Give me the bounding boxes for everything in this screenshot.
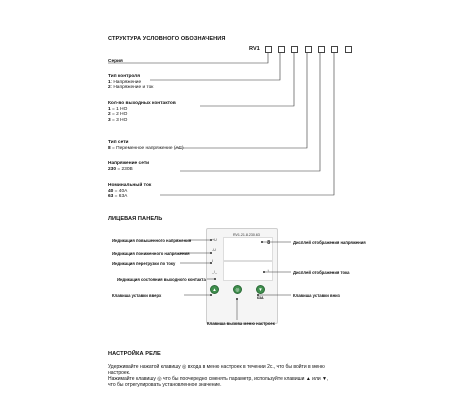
current-opt1: 40 = 40А bbox=[108, 188, 128, 194]
label-contact-state: Индикация состояния выходного контакта bbox=[117, 277, 206, 282]
led-overload: I bbox=[212, 259, 213, 263]
triangle-up-icon: ▲ bbox=[212, 287, 217, 292]
led-undervoltage: -U bbox=[212, 248, 216, 252]
settings-instructions bbox=[108, 364, 378, 388]
label-menu-button: Клавиша вызова меню настроек bbox=[207, 321, 275, 326]
contacts-opt2: 2 = 2 НО bbox=[108, 112, 128, 118]
control-type-opt2: 2: Напряжение и ток bbox=[108, 85, 154, 91]
voltage-opt1: 230 = 230В bbox=[108, 166, 133, 172]
rating-label: 63A bbox=[257, 296, 264, 300]
contacts-opt3: 3 = 3 НО bbox=[108, 117, 128, 123]
led-overvoltage: +U bbox=[212, 238, 217, 242]
control-type-opt1: 1: Напряжение bbox=[108, 79, 142, 85]
settings-title: НАСТРОЙКА РЕЛЕ bbox=[108, 351, 161, 357]
current-label: Номинальный ток bbox=[108, 183, 152, 188]
series-label: Серия bbox=[108, 59, 123, 64]
contacts-label: Кол-во выходных контактов bbox=[108, 101, 176, 106]
label-down-button: Клавиша уставки вниз bbox=[293, 293, 340, 298]
network-opt1: 8 = Переменное напряжение (АС) bbox=[108, 145, 184, 151]
current-display: ↑ bbox=[223, 261, 273, 281]
contacts-opt1: 1 = 1 НО bbox=[108, 106, 128, 112]
voltage-display: 8 bbox=[223, 237, 273, 261]
label-up-button: Клавиша уставки вверх bbox=[112, 293, 162, 298]
triangle-down-icon: ▼ bbox=[258, 287, 263, 292]
settings-line-2: настроек. bbox=[108, 370, 131, 376]
front-panel-title: ЛИЦЕВАЯ ПАНЕЛЬ bbox=[108, 216, 163, 222]
label-voltage-display: Дисплей отображения напряжения bbox=[293, 240, 366, 245]
current-opt2: 63 = 63А bbox=[108, 194, 128, 200]
control-type-label: Тип контроля bbox=[108, 74, 141, 79]
label-undervoltage: Индикация пониженного напряжения bbox=[112, 251, 190, 256]
voltage-label: Напряжение сети bbox=[108, 161, 150, 166]
settings-line-3: Нажимайте клавишу ◎ что бы поочередно сменять параметр, используйте клавиши ▲ или ▼, bbox=[108, 376, 329, 382]
structure-title: СТРУКТУРА УСЛОВНОГО ОБОЗНАЧЕНИЯ bbox=[108, 36, 226, 42]
label-overvoltage: Индикация повышенного напряжения bbox=[112, 238, 192, 243]
led-contact-state: _/_ bbox=[212, 270, 217, 274]
settings-line-4: что бы отрегулировать установленное значение. bbox=[108, 382, 222, 388]
code-prefix: RV1 bbox=[249, 46, 260, 52]
menu-icon: ◎ bbox=[235, 287, 240, 292]
model-label: RV1.21.8.230.63 bbox=[233, 233, 260, 237]
settings-line-1: Удерживайте нажатой клавишу ◎ входа в меню настроек в течении 2с., что бы войти в меню bbox=[108, 364, 325, 370]
label-current-display: Дисплей отображения тока bbox=[293, 270, 350, 275]
label-overload: Индикация перегрузки по току bbox=[112, 261, 176, 266]
network-label: Тип сети bbox=[108, 140, 129, 145]
